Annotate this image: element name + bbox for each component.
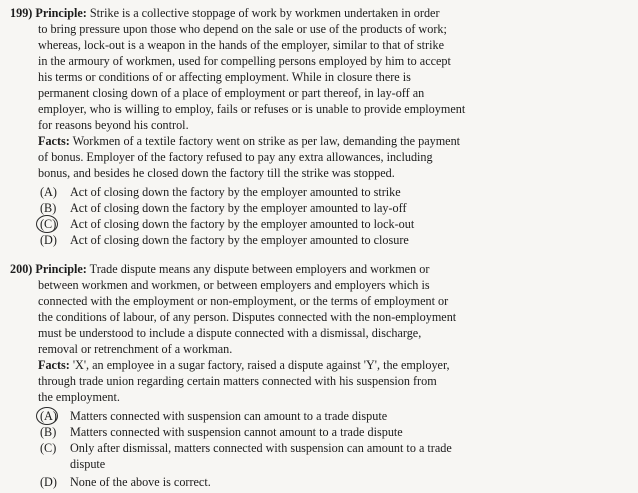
principle-text: the conditions of labour, of any person. Disputes connected with the non-employment — [38, 310, 457, 324]
principle-text: for reasons beyond his control. — [38, 118, 189, 132]
answer-circle-mark — [36, 215, 58, 233]
facts-text: 'X', an employee in a sugar factory, raised a dispute against 'Y', the employer, — [72, 358, 450, 372]
answer-circle-mark — [36, 407, 58, 425]
question-number: 200) — [10, 262, 33, 276]
option-c[interactable] — [40, 441, 452, 456]
option-text: Act of closing down the factory by the employer amounted to lay-off — [70, 201, 407, 215]
option-label: (C) — [40, 217, 57, 231]
option-label: (D) — [40, 233, 57, 247]
option-label: (A) — [40, 185, 57, 199]
option-text: Act of closing down the factory by the employer amounted to lock-out — [70, 217, 415, 231]
option-c-continuation: dispute — [70, 457, 106, 471]
principle-text: to bring pressure upon those who depend on the sale or use of the products of work; — [38, 22, 447, 36]
option-label: (A) — [40, 409, 57, 423]
principle-text: Trade dispute means any dispute between employers and workmen or — [89, 262, 430, 276]
principle-text: employer, who is willing to employ, fails or refuses or is unable to provide employment — [38, 102, 466, 116]
principle-text: permanent closing down of a place of employment or part thereof, in lay-off an — [38, 86, 425, 100]
option-label: (B) — [40, 425, 57, 439]
option-text: Matters connected with suspension can amount to a trade dispute — [70, 409, 388, 423]
facts-text: bonus, and besides he closed down the factory till the strike was stopped. — [38, 166, 395, 180]
facts-text: of bonus. Employer of the factory refused to pay any extra allowances, including — [38, 150, 433, 164]
option-text: Act of closing down the factory by the employer amounted to strike — [70, 185, 401, 199]
facts-first-line — [38, 134, 460, 149]
option-d[interactable] — [40, 233, 409, 248]
facts-text: through trade union regarding certain matters connected with his suspension from — [38, 374, 437, 388]
principle-label: Principle: — [35, 6, 87, 20]
option-label-wrap — [40, 409, 70, 424]
principle-text: Strike is a collective stoppage of work by workmen undertaken in order — [89, 6, 440, 20]
option-label: (C) — [40, 441, 57, 455]
option-c-marked[interactable] — [40, 217, 414, 232]
question-200-first-line — [10, 262, 429, 277]
principle-text: in the armoury of workmen, used for compelling persons employed by him to accept — [38, 54, 451, 68]
facts-text: the employment. — [38, 390, 120, 404]
option-a[interactable] — [40, 185, 401, 200]
option-text: Only after dismissal, matters connected with suspension can amount to a trade — [70, 441, 452, 455]
option-label-wrap — [40, 217, 70, 232]
principle-text: between workmen and workmen, or between employers and employers which is — [38, 278, 430, 292]
option-a-marked[interactable] — [40, 409, 387, 424]
facts-text: Workmen of a textile factory went on strike as per law, demanding the payment — [72, 134, 461, 148]
option-text: Act of closing down the factory by the employer amounted to closure — [70, 233, 409, 247]
option-b[interactable] — [40, 425, 403, 440]
option-text: Matters connected with suspension cannot amount to a trade dispute — [70, 425, 403, 439]
principle-text: his terms or conditions of or affecting employment. While in closure there is — [38, 70, 411, 84]
principle-text: must be understood to include a dispute connected with a dismissal, discharge, — [38, 326, 422, 340]
option-label: (B) — [40, 201, 57, 215]
facts-label: Facts: — [38, 134, 70, 148]
principle-text: connected with the employment or non-employment, or the terms of employment or — [38, 294, 449, 308]
principle-label: Principle: — [35, 262, 87, 276]
question-199-first-line — [10, 6, 440, 21]
principle-text: whereas, lock-out is a weapon in the hands of the employer, similar to that of strike — [38, 38, 444, 52]
option-b[interactable] — [40, 201, 407, 216]
facts-label: Facts: — [38, 358, 70, 372]
option-label: (D) — [40, 475, 57, 489]
option-d[interactable] — [40, 475, 211, 490]
question-number: 199) — [10, 6, 33, 20]
facts-first-line — [38, 358, 450, 373]
principle-text: removal or retrenchment of a workman. — [38, 342, 233, 356]
option-text: None of the above is correct. — [70, 475, 211, 489]
